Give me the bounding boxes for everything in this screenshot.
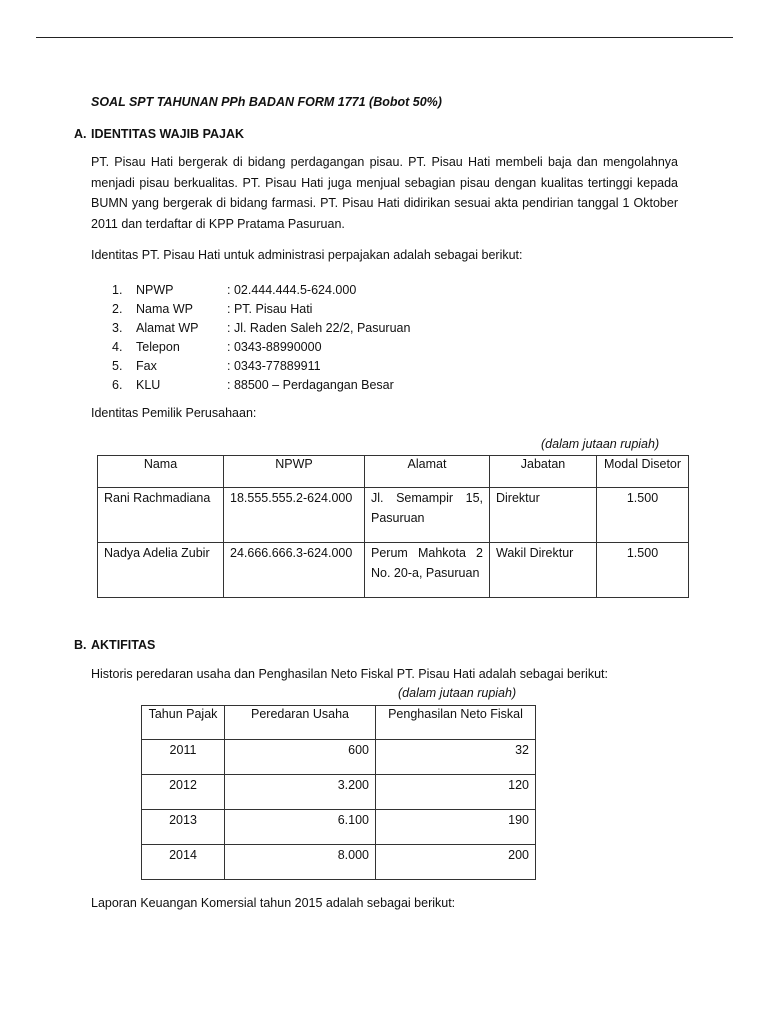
section-b-title: AKTIFITAS	[91, 638, 156, 652]
table-row	[98, 488, 689, 543]
column-header: Nama	[98, 456, 224, 488]
owners-table	[97, 455, 689, 598]
table-cell: 32	[376, 740, 536, 775]
table-row	[142, 845, 536, 880]
table-header-row	[98, 456, 689, 488]
table-cell: Direktur	[490, 488, 597, 543]
table-cell: 24.666.666.3-624.000	[224, 543, 365, 598]
table-cell: 120	[376, 775, 536, 810]
intro-paragraph: PT. Pisau Hati bergerak di bidang perdagangan pisau. PT. Pisau Hati membeli baja dan mengolahnya menjadi pisau berkualitas. PT. Pisau Hati juga menjual sebagian pisau dengan kualitas tertinggi kepada BUMN yang bergerak di bidang farmasi. PT. Pisau Hati didirikan sesuai akta pendirian tanggal 1 Oktober 2011 dan terdaftar di KPP Pratama Pasuruan.	[91, 155, 678, 231]
identity-item: 5. Fax : 0343-77889911	[112, 359, 321, 373]
column-header: Alamat	[365, 456, 490, 488]
table-cell: 2014	[142, 845, 225, 880]
history-intro: Historis peredaran usaha dan Penghasilan Neto Fiskal PT. Pisau Hati adalah sebagai berikut:	[91, 667, 608, 681]
section-b-number: B.	[74, 638, 87, 652]
table-cell: 2011	[142, 740, 225, 775]
table-row	[142, 740, 536, 775]
identity-intro: Identitas PT. Pisau Hati untuk administrasi perpajakan adalah sebagai berikut:	[91, 248, 523, 262]
header-rule	[36, 37, 733, 38]
table-cell: 600	[225, 740, 376, 775]
table-row	[98, 543, 689, 598]
column-header: Modal Disetor	[597, 456, 689, 488]
table-cell: Jl. Semampir 15, Pasuruan	[365, 488, 490, 543]
column-header: NPWP	[224, 456, 365, 488]
identity-item: 1. NPWP : 02.444.444.5-624.000	[112, 283, 357, 297]
table-cell: Nadya Adelia Zubir	[98, 543, 224, 598]
section-a-heading	[74, 127, 244, 141]
column-header: Jabatan	[490, 456, 597, 488]
table-cell: 2012	[142, 775, 225, 810]
section-a-number: A.	[74, 127, 87, 141]
identity-item: 2. Nama WP : PT. Pisau Hati	[112, 302, 313, 316]
table-header-row	[142, 706, 536, 740]
table-row	[142, 775, 536, 810]
table-cell: Rani Rachmadiana	[98, 488, 224, 543]
document-title: SOAL SPT TAHUNAN PPh BADAN FORM 1771 (Bobot 50%)	[91, 95, 442, 109]
table-cell: Perum Mahkota 2 No. 20-a, Pasuruan	[365, 543, 490, 598]
unit-label-owners: (dalam jutaan rupiah)	[541, 437, 660, 451]
owner-label: Identitas Pemilik Perusahaan:	[91, 406, 257, 420]
table-cell: 1.500	[597, 543, 689, 598]
section-a-title: IDENTITAS WAJIB PAJAK	[91, 127, 245, 141]
financial-report-intro: Laporan Keuangan Komersial tahun 2015 adalah sebagai berikut:	[91, 896, 456, 910]
table-cell: 18.555.555.2-624.000	[224, 488, 365, 543]
table-cell: 1.500	[597, 488, 689, 543]
identity-list	[112, 281, 410, 395]
table-cell: Wakil Direktur	[490, 543, 597, 598]
table-cell: 3.200	[225, 775, 376, 810]
column-header: Penghasilan Neto Fiskal	[376, 706, 536, 740]
history-table	[141, 705, 536, 880]
table-cell: 200	[376, 845, 536, 880]
identity-item: 3. Alamat WP : Jl. Raden Saleh 22/2, Pasuruan	[112, 321, 411, 335]
table-cell: 190	[376, 810, 536, 845]
column-header: Peredaran Usaha	[225, 706, 376, 740]
unit-label-history: (dalam jutaan rupiah)	[398, 686, 517, 700]
table-cell: 8.000	[225, 845, 376, 880]
table-row	[142, 810, 536, 845]
table-cell: 6.100	[225, 810, 376, 845]
identity-item: 4. Telepon : 0343-88990000	[112, 340, 322, 354]
identity-item: 6. KLU : 88500 – Perdagangan Besar	[112, 378, 394, 392]
section-b-heading	[74, 638, 155, 652]
column-header: Tahun Pajak	[142, 706, 225, 740]
table-cell: 2013	[142, 810, 225, 845]
